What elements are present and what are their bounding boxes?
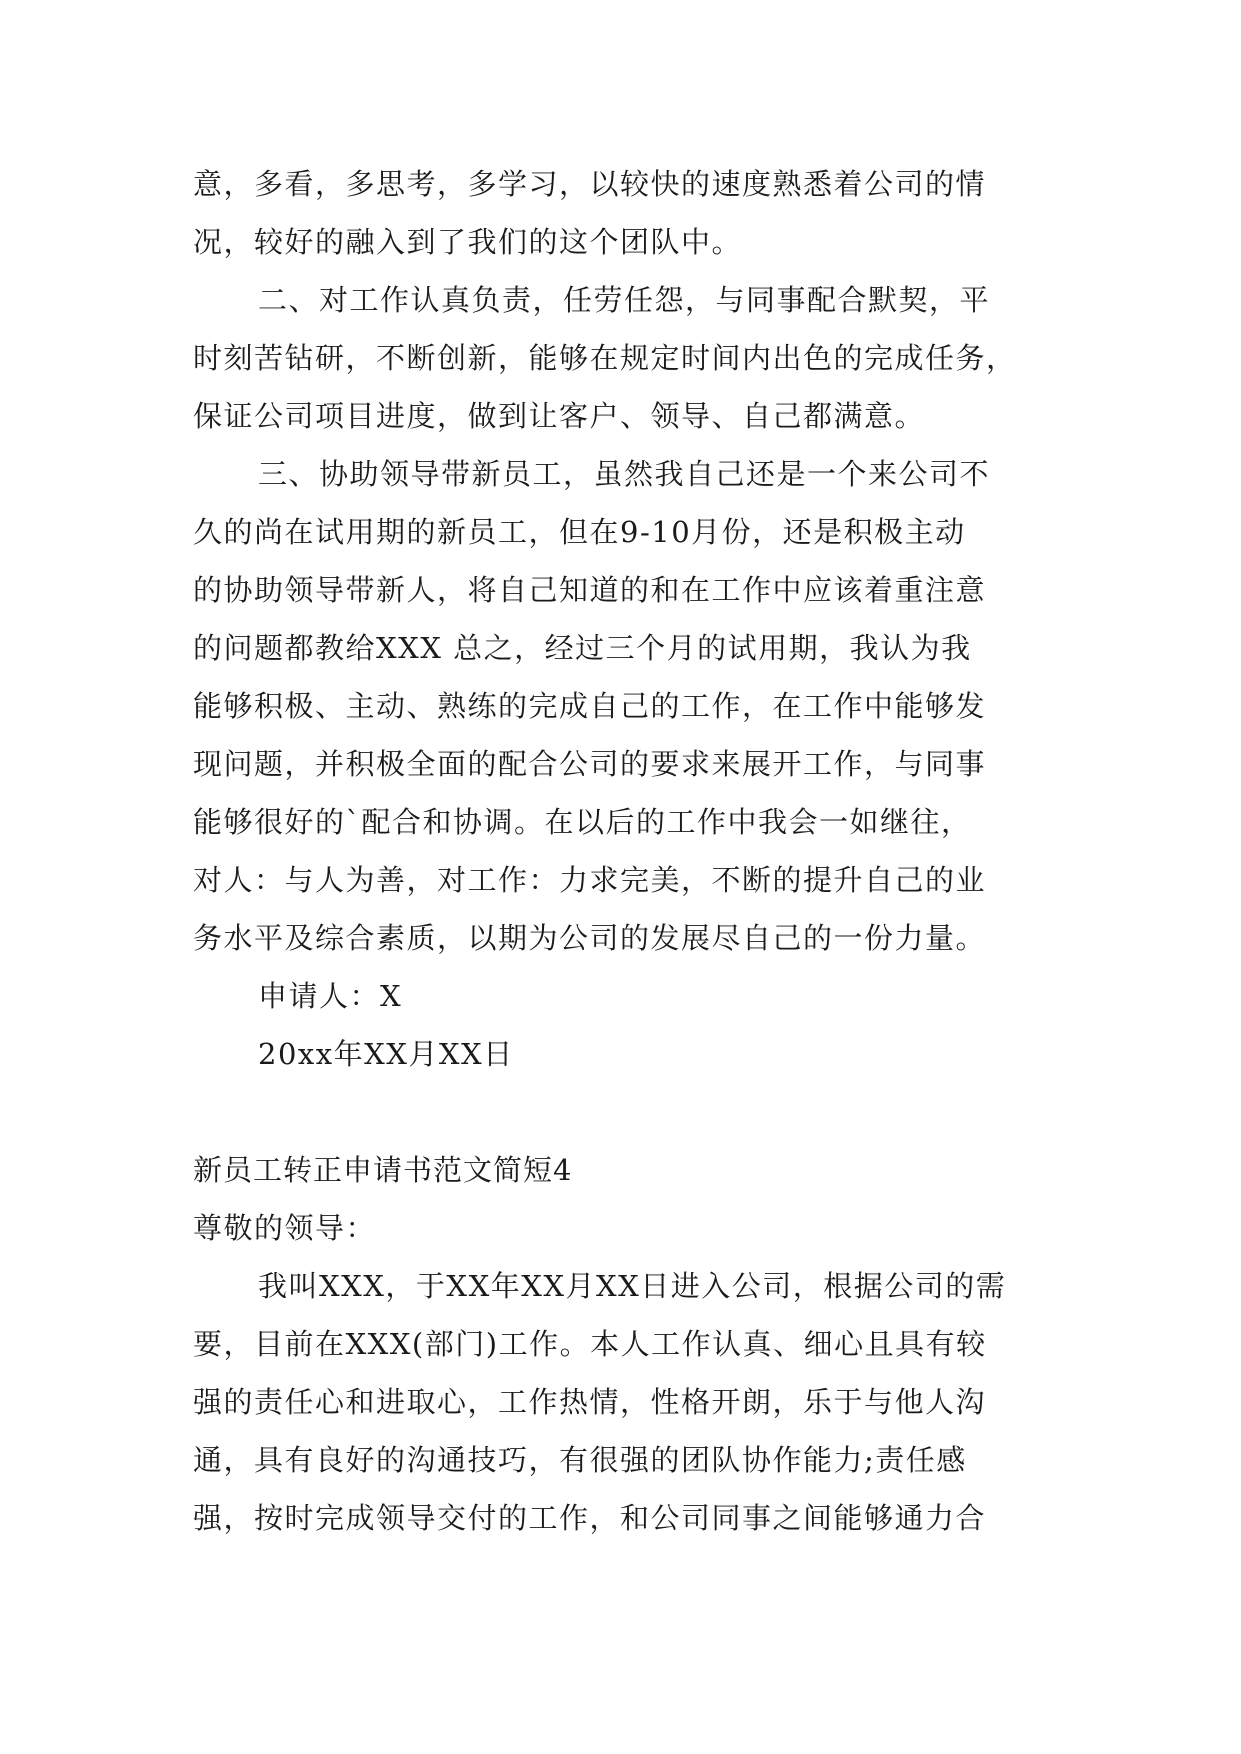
paragraph-start-line: 三、协助领导带新员工，虽然我自己还是一个来公司不 (258, 457, 991, 491)
text-line: 强，按时完成领导交付的工作，和公司同事之间能够通力合 (193, 1501, 987, 1535)
paragraph-start-line: 二、对工作认真负责，任劳任怨，与同事配合默契，平 (258, 283, 991, 317)
section-heading: 新员工转正申请书范文简短4 (193, 1153, 573, 1187)
text-line: 能够积极、主动、熟练的完成自己的工作，在工作中能够发 (193, 689, 987, 723)
text-line: 的协助领导带新人，将自己知道的和在工作中应该着重注意 (193, 573, 987, 607)
text-line: 强的责任心和进取心，工作热情，性格开朗，乐于与他人沟 (193, 1385, 987, 1419)
text-line: 时刻苦钻研，不断创新，能够在规定时间内出色的完成任务， (193, 341, 1017, 375)
date-line: 20xx年XX月XX日 (258, 1037, 514, 1071)
paragraph-start-line: 我叫XXX，于XX年XX月XX日进入公司，根据公司的需 (258, 1269, 1007, 1303)
text-line: 意，多看，多思考，多学习，以较快的速度熟悉着公司的情 (193, 167, 987, 201)
applicant-line: 申请人：X (258, 979, 403, 1013)
text-line: 对人：与人为善，对工作：力求完美，不断的提升自己的业 (193, 863, 987, 897)
text-line: 通，具有良好的沟通技巧，有很强的团队协作能力;责任感 (193, 1443, 967, 1477)
text-line: 况，较好的融入到了我们的这个团队中。 (193, 225, 743, 259)
text-line: 能够很好的`配合和协调。在以后的工作中我会一如继往， (193, 805, 972, 839)
text-line: 的问题都教给XXX 总之，经过三个月的试用期，我认为我 (193, 631, 972, 665)
text-line: 现问题，并积极全面的配合公司的要求来展开工作，与同事 (193, 747, 987, 781)
text-line: 保证公司项目进度，做到让客户、领导、自己都满意。 (193, 399, 926, 433)
text-line: 久的尚在试用期的新员工，但在9-10月份，还是积极主动 (193, 515, 966, 549)
text-line: 要，目前在XXX(部门)工作。本人工作认真、细心且具有较 (193, 1327, 987, 1361)
salutation-line: 尊敬的领导： (193, 1211, 377, 1245)
text-line: 务水平及综合素质，以期为公司的发展尽自己的一份力量。 (193, 921, 987, 955)
